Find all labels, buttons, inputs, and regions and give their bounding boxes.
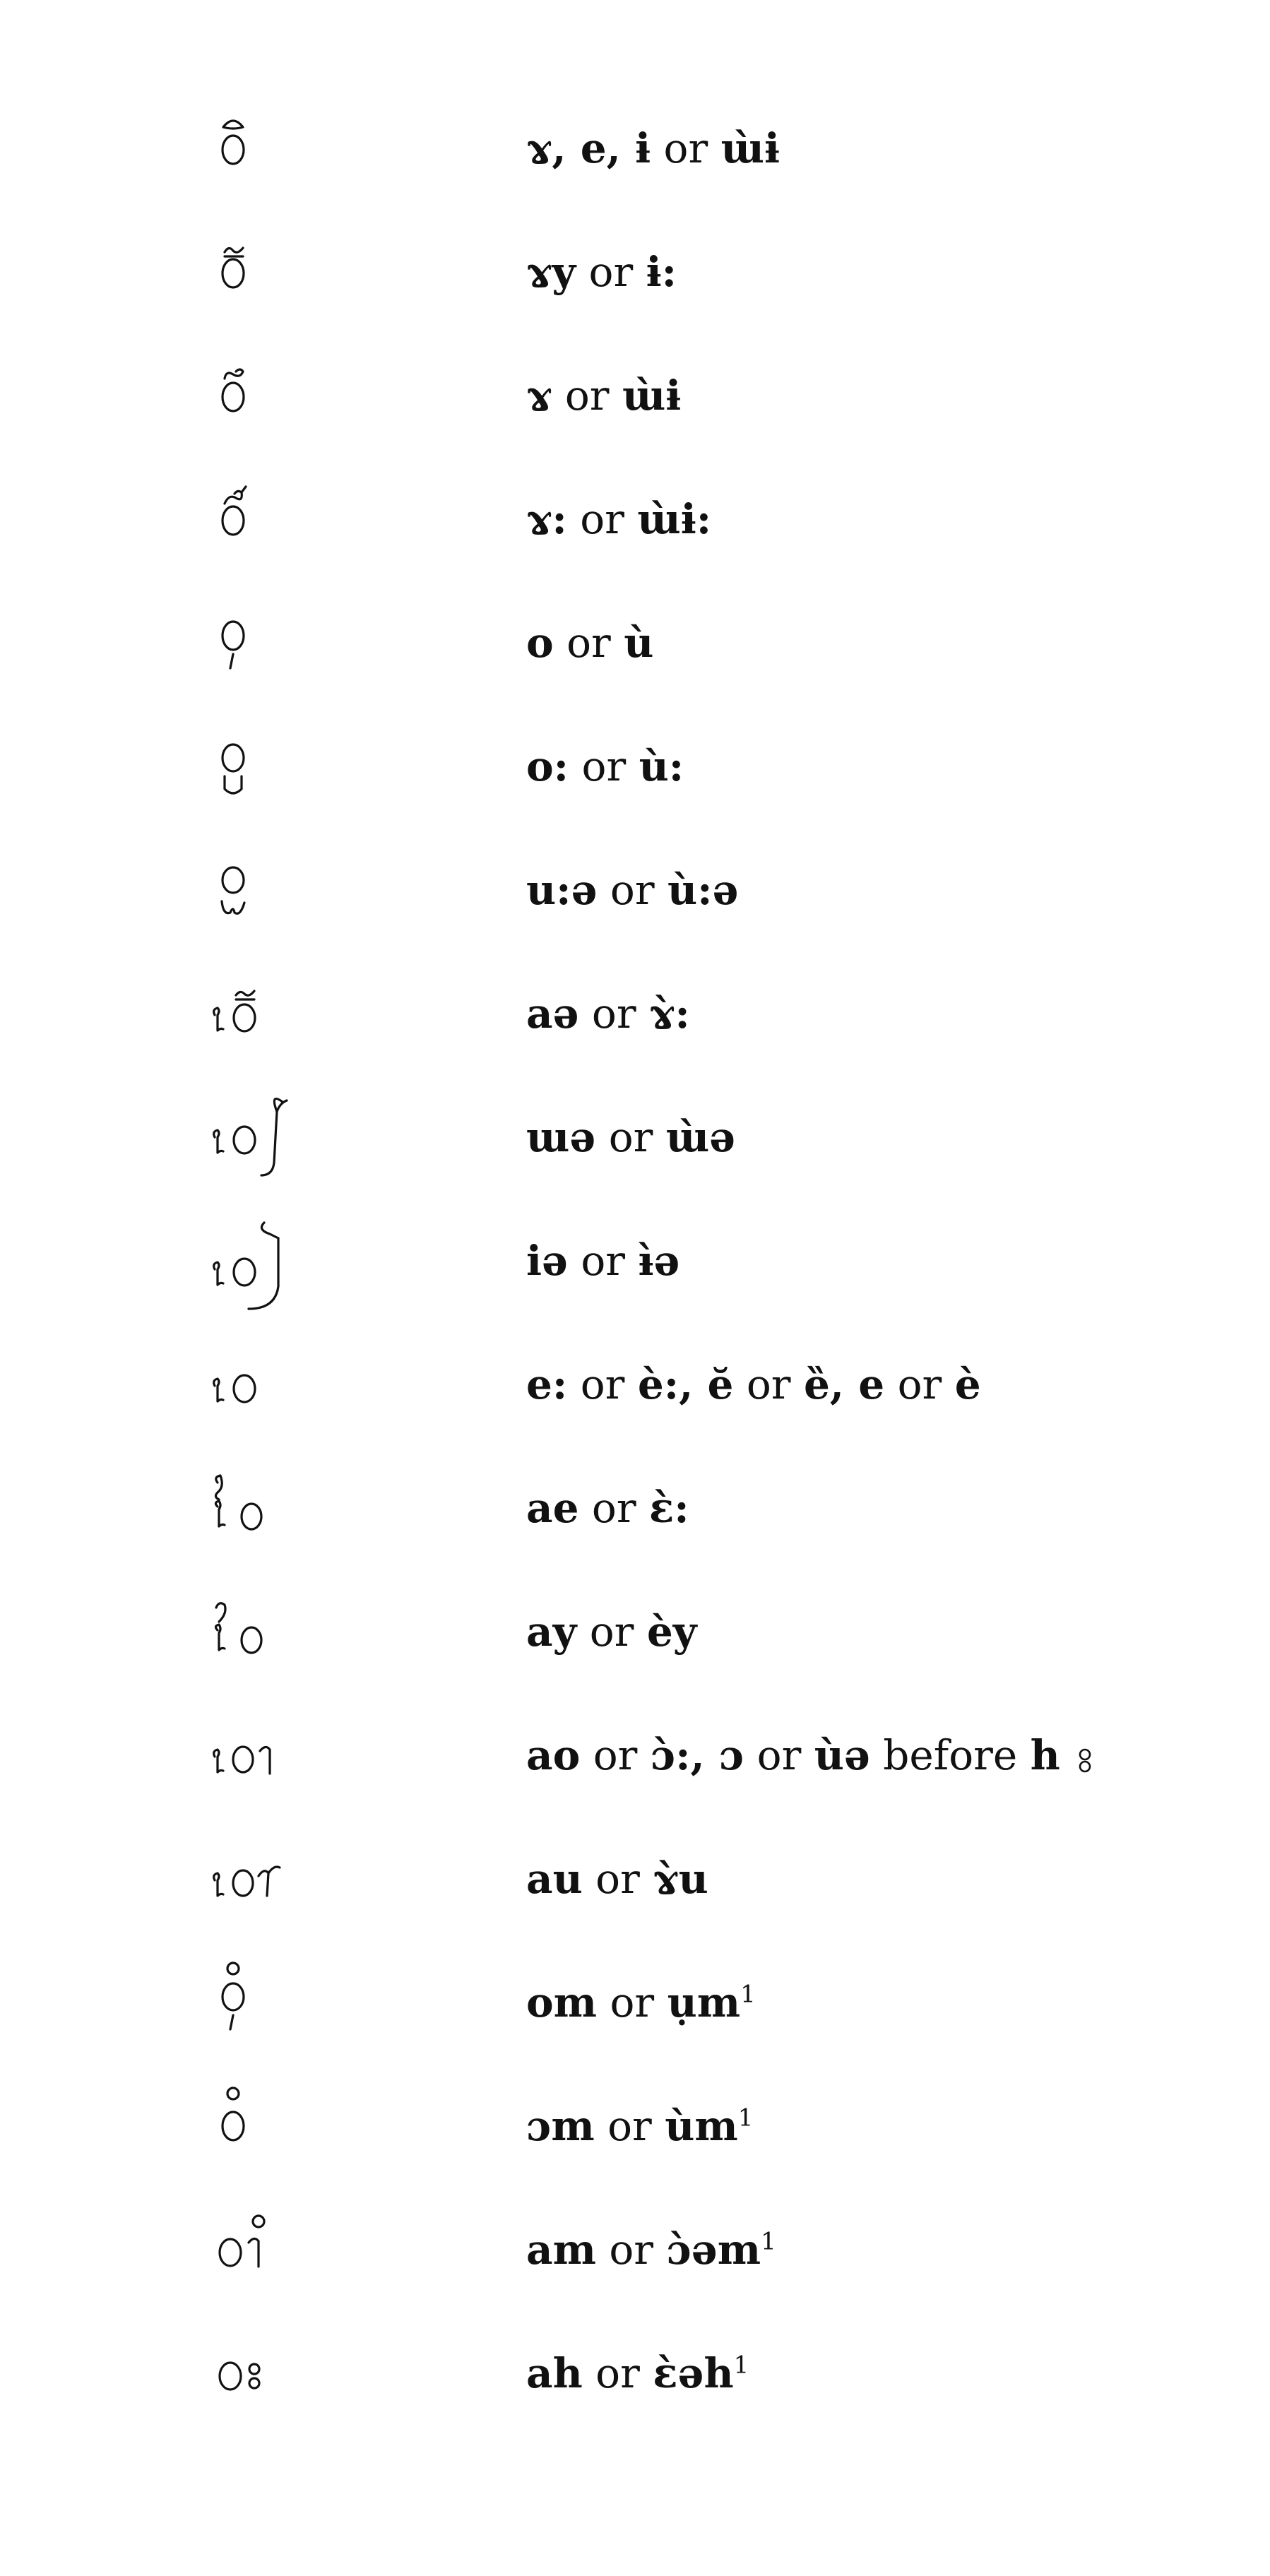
lao-vowel-glyph-icon [205,724,459,809]
footnote-marker: 1 [733,2351,749,2380]
romanization-part: è [954,1360,981,1408]
romanization-part: or [566,495,638,543]
lao-visarga-glyph-icon [1073,1733,1097,1761]
romanization-part: or [582,1855,653,1903]
romanization-part: or [567,1237,639,1285]
romanization-text [526,1110,735,1164]
romanization-part: or [597,866,668,914]
romanization-part: or [597,1978,667,2026]
romanization-part: or [744,1731,814,1779]
romanization-text [526,1852,708,1906]
romanization-text [526,616,653,670]
table-row [0,848,1270,932]
lao-vowel-glyph-icon [205,1466,459,1550]
table-row [0,1218,1270,1303]
romanization-part: ɯ̀ə [665,1113,736,1161]
romanization-part: or [733,1360,804,1408]
romanization-part: ɯ̀ɨ [720,124,781,172]
lao-vowel-glyph-icon [205,1342,459,1427]
lao-vowel-glyph-icon [205,1960,459,2045]
footnote-marker: 1 [761,2227,776,2256]
romanization-part: ɔ̀əm [666,2226,761,2274]
romanization-part: èy [646,1608,697,1656]
romanization-text [526,121,780,175]
romanization-part: or [595,1113,666,1161]
table-row [0,971,1270,1056]
romanization-part: or [576,248,646,296]
romanization-part: or [578,990,650,1038]
romanization-text [526,740,684,793]
romanization-part: ɔm [526,2102,595,2150]
romanization-part: om [526,1978,598,2026]
table-row [0,477,1270,562]
romanization-text [526,2099,753,2153]
romanization-part: ù:ə [667,866,739,914]
table-row [0,600,1270,685]
table-row [0,724,1270,809]
romanization-part: or [553,619,624,667]
romanization-part: o [526,619,554,667]
romanization-text [526,245,677,299]
romanization-text [526,863,739,917]
romanization-part: or [594,2102,665,2150]
romanization-text [526,1481,689,1535]
romanization-part: or [576,1608,647,1656]
romanization-part: or [578,1484,650,1532]
lao-vowel-glyph-icon [205,600,459,685]
lao-vowel-glyph-icon [205,477,459,562]
lao-vowel-glyph-icon [205,2331,459,2416]
romanization-part: or [582,2349,653,2397]
table-row [0,1960,1270,2045]
romanization-part: aə [526,990,579,1038]
romanization-part: ah [526,2349,583,2397]
table-row [0,1095,1270,1180]
lao-vowel-glyph-icon [205,1836,459,1921]
romanization-part: or [651,124,721,172]
romanization-part: ɛ̀əh [653,2349,734,2397]
lao-vowel-glyph-icon [205,1589,459,1674]
romanization-part: ay [526,1608,577,1656]
romanization-part: am [526,2226,596,2274]
romanization-part: iə [526,1237,568,1285]
romanization-part: or [567,1360,638,1408]
table-row [0,2084,1270,2168]
romanization-part: ɯə [526,1113,596,1161]
romanization-part: ùə [814,1731,870,1779]
romanization-part: ụm [667,1978,741,2026]
romanization-text [526,1728,1097,1782]
romanization-part: or [569,742,639,790]
romanization-part: ɯ̀ɨ: [637,495,712,543]
table-row [0,106,1270,191]
romanization-part: ɯ̀ɨ [622,372,682,420]
table-row [0,1836,1270,1921]
romanization-part: ùm [665,2102,738,2150]
romanization-part: ɔ̀:, ɔ [650,1731,744,1779]
romanization-part: ȅ, e [803,1360,885,1408]
table-row [0,230,1270,314]
romanization-part: ao [526,1731,581,1779]
table-row [0,353,1270,438]
romanization-part: before [870,1731,1031,1779]
romanization-part: au [526,1855,583,1903]
romanization-part: ɤy [526,248,576,296]
lao-vowel-glyph-icon [205,230,459,314]
romanization-part: ae [526,1484,579,1532]
romanization-part: ɤ: [526,495,567,543]
romanization-text [526,1234,679,1288]
romanization-text [526,2346,749,2400]
romanization-part: or [595,2226,667,2274]
romanization-part: ɤ, e, ɨ [526,124,651,172]
romanization-part: ɤ̀: [649,990,690,1038]
table-row [0,2207,1270,2292]
table-row [0,1342,1270,1427]
romanization-part: u:ə [526,866,598,914]
footnote-marker: 1 [737,2103,754,2132]
lao-vowel-glyph-icon [205,2084,459,2168]
romanization-text [526,369,681,422]
romanization-part: ɤ [526,372,552,420]
romanization-part: ɨ̀ə [638,1237,680,1285]
romanization-part: ù [624,619,654,667]
romanization-text [526,987,690,1040]
lao-vowel-glyph-icon [205,848,459,932]
table-row [0,1466,1270,1550]
romanization-part: or [580,1731,651,1779]
romanization-text [526,492,711,546]
romanization-part: ɛ̀: [649,1484,689,1532]
romanization-part: ɨ: [646,248,677,296]
romanization-part: è:, ĕ [637,1360,734,1408]
lao-vowel-glyph-icon [205,2207,459,2292]
romanization-part: o: [526,742,569,790]
lao-vowel-glyph-icon [205,1218,459,1303]
romanization-text [526,1358,981,1411]
table-row [0,1713,1270,1798]
lao-vowel-glyph-icon [205,353,459,438]
romanization-part: ù: [639,742,684,790]
footnote-marker: 1 [740,1980,756,2009]
romanization-part: h [1030,1731,1060,1779]
lao-vowel-glyph-icon [205,106,459,191]
romanization-part: e: [526,1360,568,1408]
lao-vowel-glyph-icon [205,971,459,1056]
romanization-part: or [884,1360,955,1408]
romanization-text [526,1605,696,1658]
romanization-part: or [552,372,622,420]
table-row [0,1589,1270,1674]
romanization-text [526,1976,756,2029]
lao-vowel-glyph-icon [205,1713,459,1798]
romanization-text [526,2223,776,2277]
romanization-part: ɤ̀u [653,1855,708,1903]
lao-vowel-glyph-icon [205,1095,459,1180]
table-row [0,2331,1270,2416]
